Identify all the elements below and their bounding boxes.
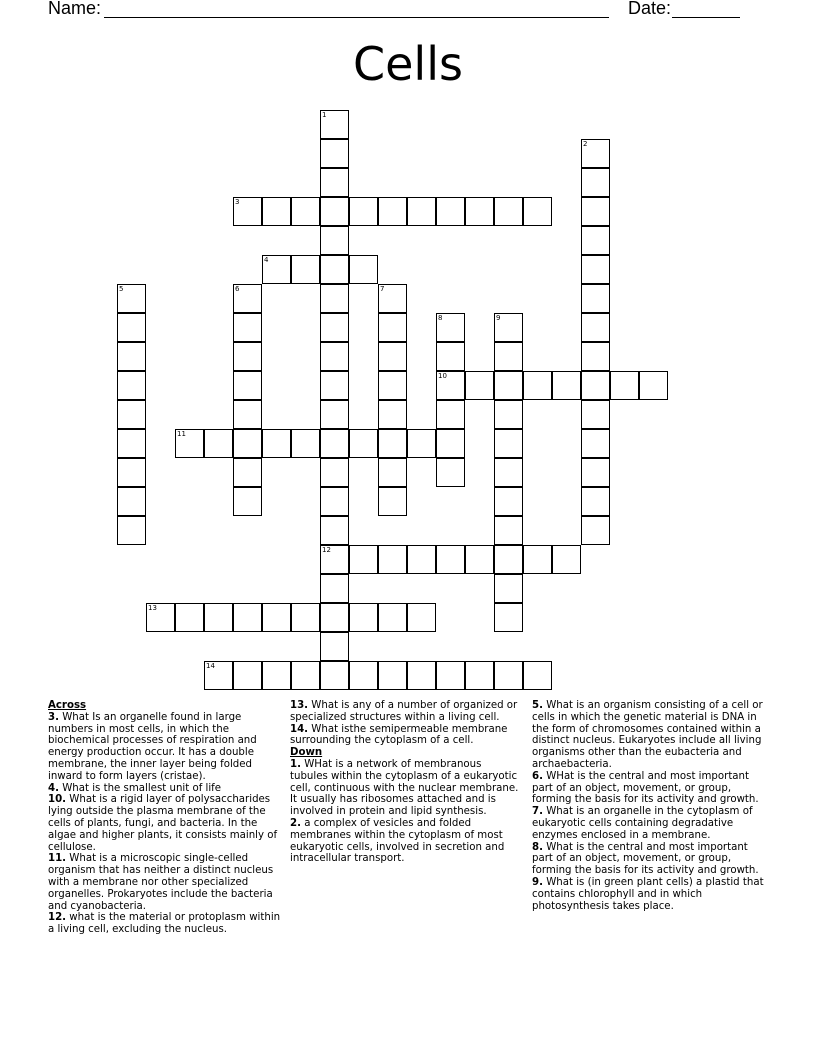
cell-number: 12 <box>322 546 331 554</box>
grid-cell[interactable] <box>320 110 349 139</box>
grid-cell[interactable] <box>378 661 407 690</box>
grid-cell[interactable] <box>320 284 349 313</box>
grid-cell[interactable] <box>378 400 407 429</box>
grid-cell[interactable] <box>494 603 523 632</box>
grid-cell[interactable] <box>378 284 407 313</box>
clue-3 <box>48 712 284 783</box>
grid-cell[interactable] <box>436 197 465 226</box>
grid-cell[interactable] <box>378 342 407 371</box>
clue-7 <box>532 806 768 841</box>
grid-cell[interactable] <box>581 342 610 371</box>
grid-cell[interactable] <box>494 197 523 226</box>
clue-text: What is a rigid layer of polysaccharides lying outside the plasma membrane of the cells of plants, fungi, and bacteria. In the algae and higher plants, it consists mainly of cellulose. <box>48 794 278 853</box>
grid-cell[interactable] <box>291 197 320 226</box>
grid-cell[interactable] <box>117 458 146 487</box>
grid-cell[interactable] <box>233 400 262 429</box>
down-heading: Down <box>290 747 323 759</box>
clue-number: 5. <box>532 700 543 711</box>
grid-cell[interactable] <box>436 458 465 487</box>
grid-cell[interactable] <box>320 632 349 661</box>
grid-cell[interactable] <box>407 661 436 690</box>
grid-cell[interactable] <box>233 487 262 516</box>
cell-number: 6 <box>235 285 240 293</box>
grid-cell[interactable] <box>291 603 320 632</box>
grid-cell[interactable] <box>233 197 262 226</box>
grid-cell[interactable] <box>523 197 552 226</box>
grid-cell[interactable] <box>204 429 233 458</box>
clue-text: WHat is a network of membranous tubules within the cytoplasm of a eukaryotic cell, continuous with the nuclear membrane. It usually has ribosomes attached and is involved in protein and lipid synthesis. <box>290 758 519 818</box>
grid-cell[interactable] <box>204 661 233 690</box>
clue-number: 13. <box>290 700 309 711</box>
grid-cell[interactable] <box>552 371 581 400</box>
cell-number: 14 <box>206 662 215 670</box>
grid-cell[interactable] <box>581 139 610 168</box>
clue-number: 12. <box>48 912 67 924</box>
clue-text: What is (in green plant cells) a plastid that contains chlorophyll and in which photosynthesis takes place. <box>532 876 764 912</box>
grid-cell[interactable] <box>465 661 494 690</box>
grid-cell[interactable] <box>378 458 407 487</box>
grid-cell[interactable] <box>233 603 262 632</box>
grid-cell[interactable] <box>117 516 146 545</box>
grid-cell[interactable] <box>639 371 668 400</box>
grid-cell[interactable] <box>262 603 291 632</box>
grid-cell[interactable] <box>320 139 349 168</box>
grid-cell[interactable] <box>465 545 494 574</box>
grid-cell[interactable] <box>581 255 610 284</box>
grid-cell[interactable] <box>581 371 610 400</box>
grid-cell[interactable] <box>320 516 349 545</box>
clue-number: 7. <box>532 806 543 818</box>
clue-text: What isthe semipermeable membrane surrounding the cytoplasm of a cell. <box>290 723 508 747</box>
grid-cell[interactable] <box>552 545 581 574</box>
grid-cell[interactable] <box>581 400 610 429</box>
grid-cell[interactable] <box>436 545 465 574</box>
clues-column-2 <box>290 700 522 865</box>
cell-number: 1 <box>322 111 327 119</box>
grid-cell[interactable] <box>436 400 465 429</box>
grid-cell[interactable] <box>378 545 407 574</box>
grid-cell[interactable] <box>581 284 610 313</box>
grid-cell[interactable] <box>233 284 262 313</box>
cell-number: 3 <box>235 198 240 206</box>
grid-cell[interactable] <box>320 429 349 458</box>
grid-cell[interactable] <box>320 168 349 197</box>
grid-cell[interactable] <box>117 487 146 516</box>
grid-cell[interactable] <box>407 197 436 226</box>
clues-column-1 <box>48 700 284 936</box>
grid-cell[interactable] <box>407 429 436 458</box>
clue-number: 6. <box>532 770 543 782</box>
clue-6 <box>532 771 768 806</box>
grid-cell[interactable] <box>204 603 233 632</box>
grid-cell[interactable] <box>320 400 349 429</box>
cell-number: 2 <box>583 140 588 148</box>
grid-cell[interactable] <box>494 371 523 400</box>
clue-number: 11. <box>48 853 67 865</box>
grid-cell[interactable] <box>117 371 146 400</box>
clue-1 <box>290 759 522 818</box>
grid-cell[interactable] <box>378 487 407 516</box>
grid-cell[interactable] <box>494 545 523 574</box>
clue-text: What is an organism consisting of a cell or cells in which the genetic material is DNA in the form of chromosomes contained within a distinct nucleus. Eukaryotes include all living organisms other than the eubacteria and archaebacteria. <box>532 700 763 770</box>
clue-4 <box>48 783 284 795</box>
grid-cell[interactable] <box>320 371 349 400</box>
grid-cell[interactable] <box>262 429 291 458</box>
grid-cell[interactable] <box>320 487 349 516</box>
clue-number: 9. <box>532 876 543 888</box>
clue-number: 3. <box>48 711 59 723</box>
clue-text: What is any of a number of organized or specialized structures within a living cell. <box>290 700 518 723</box>
grid-cell[interactable] <box>233 371 262 400</box>
clue-number: 14. <box>290 723 309 735</box>
across-heading: Across <box>48 700 87 711</box>
cell-number: 5 <box>119 285 124 293</box>
grid-cell[interactable] <box>494 342 523 371</box>
cell-number: 10 <box>438 372 447 380</box>
grid-cell[interactable] <box>262 255 291 284</box>
grid-cell[interactable] <box>494 661 523 690</box>
grid-cell[interactable] <box>581 168 610 197</box>
page-title: Cells <box>353 37 463 91</box>
grid-cell[interactable] <box>378 197 407 226</box>
clue-number: 2. <box>290 817 301 829</box>
grid-cell[interactable] <box>291 255 320 284</box>
clue-5 <box>532 700 768 771</box>
grid-cell[interactable] <box>465 197 494 226</box>
grid-cell[interactable] <box>320 574 349 603</box>
grid-cell[interactable] <box>494 400 523 429</box>
grid-cell[interactable] <box>494 429 523 458</box>
grid-cell[interactable] <box>610 371 639 400</box>
grid-cell[interactable] <box>436 371 465 400</box>
clue-number: 10. <box>48 794 67 806</box>
clue-text: a complex of vesicles and folded membranes within the cytoplasm of most eukaryotic cells, involved in secretion and intracellular transport. <box>290 817 505 865</box>
grid-cell[interactable] <box>320 197 349 226</box>
cell-number: 7 <box>380 285 385 293</box>
grid-cell[interactable] <box>233 458 262 487</box>
grid-cell[interactable] <box>117 429 146 458</box>
grid-cell[interactable] <box>233 661 262 690</box>
grid-cell[interactable] <box>407 545 436 574</box>
grid-cell[interactable] <box>320 342 349 371</box>
grid-cell[interactable] <box>378 429 407 458</box>
cell-number: 8 <box>438 314 443 322</box>
grid-cell[interactable] <box>146 603 175 632</box>
grid-cell[interactable] <box>233 342 262 371</box>
grid-cell[interactable] <box>581 226 610 255</box>
grid-cell[interactable] <box>523 661 552 690</box>
clue-11 <box>48 853 284 912</box>
grid-cell[interactable] <box>494 574 523 603</box>
grid-cell[interactable] <box>349 255 378 284</box>
grid-cell[interactable] <box>349 661 378 690</box>
grid-cell[interactable] <box>262 197 291 226</box>
clue-8 <box>532 842 768 877</box>
clue-2 <box>290 818 522 865</box>
grid-cell[interactable] <box>581 197 610 226</box>
grid-cell[interactable] <box>233 429 262 458</box>
date-label: Date: <box>628 0 672 18</box>
clues-column-3 <box>532 700 768 912</box>
cell-number: 11 <box>177 430 186 438</box>
clue-number: 4. <box>48 782 59 794</box>
clue-12 <box>48 912 284 936</box>
clue-14 <box>290 724 522 748</box>
grid-cell[interactable] <box>436 313 465 342</box>
grid-cell[interactable] <box>262 661 291 690</box>
cell-number: 4 <box>264 256 269 264</box>
cell-number: 13 <box>148 604 157 612</box>
grid-cell[interactable] <box>465 371 494 400</box>
grid-cell[interactable] <box>494 487 523 516</box>
grid-cell[interactable] <box>117 342 146 371</box>
grid-cell[interactable] <box>436 342 465 371</box>
grid-cell[interactable] <box>349 197 378 226</box>
grid-cell[interactable] <box>320 226 349 255</box>
grid-cell[interactable] <box>494 458 523 487</box>
grid-cell[interactable] <box>378 603 407 632</box>
grid-cell[interactable] <box>117 400 146 429</box>
grid-cell[interactable] <box>291 429 320 458</box>
grid-cell[interactable] <box>320 545 349 574</box>
clue-text: What is the smallest unit of life <box>58 782 222 794</box>
grid-cell[interactable] <box>349 429 378 458</box>
grid-cell[interactable] <box>581 487 610 516</box>
grid-cell[interactable] <box>175 603 204 632</box>
clue-text: What Is an organelle found in large numbers in most cells, in which the biochemical processes of respiration and energy production occur. It has a double membrane, the inner layer being folded inward to form layers (cristae). <box>48 711 257 782</box>
grid-cell[interactable] <box>494 313 523 342</box>
name-label: Name: <box>48 0 102 18</box>
clue-number: 1. <box>290 758 301 770</box>
grid-cell[interactable] <box>581 313 610 342</box>
grid-cell[interactable] <box>581 429 610 458</box>
grid-cell[interactable] <box>378 371 407 400</box>
grid-cell[interactable] <box>117 284 146 313</box>
grid-cell[interactable] <box>320 603 349 632</box>
grid-cell[interactable] <box>436 429 465 458</box>
grid-cell[interactable] <box>175 429 204 458</box>
grid-cell[interactable] <box>581 458 610 487</box>
clue-number: 8. <box>532 841 543 853</box>
grid-cell[interactable] <box>378 313 407 342</box>
clue-10 <box>48 794 284 853</box>
grid-cell[interactable] <box>320 661 349 690</box>
grid-cell[interactable] <box>581 516 610 545</box>
grid-cell[interactable] <box>117 313 146 342</box>
clue-text: WHat is the central and most important part of an object, movement, or group, forming the basis for its activity and growth. <box>532 770 759 806</box>
clue-text: What is an organelle in the cytoplasm of eukaryotic cells containing degradative enzymes enclosed in a membrane. <box>532 806 753 841</box>
grid-cell[interactable] <box>349 603 378 632</box>
grid-cell[interactable] <box>407 603 436 632</box>
clue-13 <box>290 700 522 724</box>
clue-9 <box>532 877 768 912</box>
grid-cell[interactable] <box>320 458 349 487</box>
clue-text: What is a microscopic single-celled organism that has neither a distinct nucleus with a membrane nor other specialized organelles. Prokaryotes include the bacteria and cyanobacteria. <box>48 853 274 912</box>
grid-cell[interactable] <box>320 313 349 342</box>
cell-number: 9 <box>496 314 501 322</box>
grid-cell[interactable] <box>291 661 320 690</box>
grid-cell[interactable] <box>523 371 552 400</box>
grid-cell[interactable] <box>436 661 465 690</box>
clue-text: what is the material or protoplasm within a living cell, excluding the nucleus. <box>48 912 281 936</box>
grid-cell[interactable] <box>233 313 262 342</box>
grid-cell[interactable] <box>349 545 378 574</box>
clue-text: What is the central and most important part of an object, movement, or group, forming the basis for its activity and growth. <box>532 841 759 877</box>
grid-cell[interactable] <box>523 545 552 574</box>
grid-cell[interactable] <box>494 516 523 545</box>
grid-cell[interactable] <box>320 255 349 284</box>
